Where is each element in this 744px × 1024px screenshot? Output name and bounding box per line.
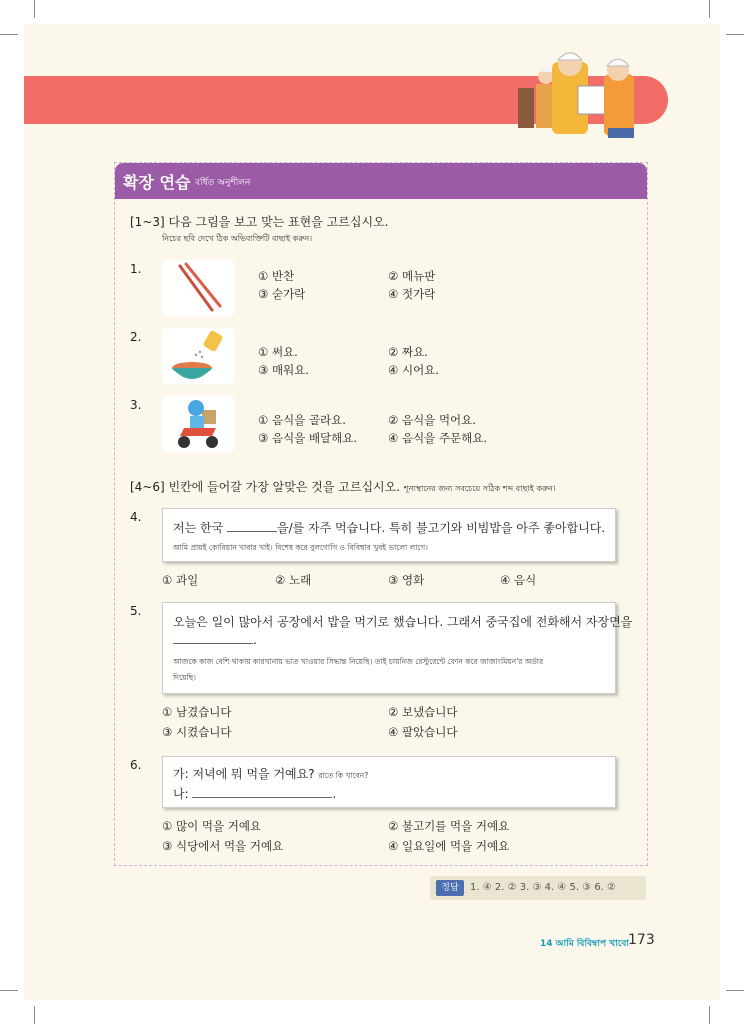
- sentence-translation: আজকে কাজ বেশি থাকায় কারখানায় ভাত খাওয়ার সিদ্ধান্ত নিয়েছি। তাই চায়নিজ রেস্টুরেন্টে ফোন করে জাজাংমিয়ন'র অর্ডার: [173, 657, 544, 666]
- question-number: 4.: [130, 510, 142, 524]
- question-number: 2.: [130, 330, 142, 344]
- option-2[interactable]: ② 음식을 먹어요.: [388, 413, 476, 427]
- question-sentence: [173, 519, 605, 536]
- option-1[interactable]: ① 과일: [162, 573, 199, 587]
- question-number: 5.: [130, 604, 142, 618]
- section-subtitle: বর্ধিত অনুশীলন: [195, 178, 251, 188]
- option-4[interactable]: ④ 음식: [500, 573, 537, 587]
- question-sentence-end: [173, 633, 257, 647]
- sentence-end: 을/를 자주 먹습니다. 특히 불고기와 비빔밥을 아주 좋아합니다.: [277, 521, 606, 535]
- option-4[interactable]: ④ 음식을 주문해요.: [388, 431, 488, 445]
- answer-key-label: 정답: [436, 880, 464, 896]
- option-1[interactable]: ① 음식을 골라요.: [258, 413, 346, 427]
- part2-instruction-translation: শূন্যস্থানের জন্য সবচেয়ে সঠিক শব্দ বাছাই করুন।: [403, 484, 556, 493]
- question-number: 6.: [130, 758, 142, 772]
- dialogue-question: 가: 저녁에 뭐 먹을 거예요?: [173, 767, 315, 781]
- option-1[interactable]: ① 남겼습니다: [162, 705, 232, 719]
- question-sentence: 오늘은 일이 많아서 공장에서 밥을 먹기로 했습니다. 그래서 중국집에 전화해서 자장면을: [173, 615, 633, 629]
- option-2[interactable]: ② 메뉴판: [388, 269, 436, 283]
- dialogue-line-1: [173, 765, 368, 783]
- sentence-box: [162, 602, 633, 694]
- option-2[interactable]: ② 보냈습니다: [388, 705, 458, 719]
- option-3[interactable]: ③ 음식을 배달해요.: [258, 431, 358, 445]
- option-3[interactable]: ③ 시켰습니다: [162, 725, 232, 739]
- sentence-period: .: [253, 633, 257, 647]
- dialogue-line-2: [173, 785, 336, 802]
- option-4[interactable]: ④ 젓가락: [388, 287, 436, 301]
- picture-box: [162, 260, 234, 316]
- sentence-box: [162, 508, 616, 562]
- answer-blank: [173, 633, 253, 644]
- answer-key: [430, 876, 646, 900]
- part1-instruction: [1~3] 다음 그림을 보고 맞는 표현을 고르십시오.: [130, 215, 389, 229]
- sentence-period: .: [332, 787, 337, 801]
- picture-box: [162, 328, 234, 384]
- part2-instruction: [130, 478, 556, 496]
- option-3[interactable]: ③ 영화: [388, 573, 425, 587]
- chopsticks-icon: [162, 260, 234, 316]
- dialogue-translation: রাতে কি খাবেন?: [318, 771, 369, 780]
- chapter-title: 14 আমি বিবিম্বাপ খাবো: [540, 939, 629, 949]
- sentence-box: [162, 756, 616, 808]
- option-1[interactable]: ① 많이 먹을 거예요: [162, 819, 262, 833]
- answer-blank: [192, 787, 332, 798]
- option-1[interactable]: ① 반찬: [258, 269, 295, 283]
- option-4[interactable]: ④ 시어요.: [388, 363, 439, 377]
- option-4[interactable]: ④ 팔았습니다: [388, 725, 458, 739]
- option-4[interactable]: ④ 일요일에 먹을 거예요: [388, 839, 510, 853]
- part2-instruction-text: [4~6] 빈칸에 들어갈 가장 알맞은 것을 고르십시오.: [130, 480, 401, 494]
- section-header: [115, 163, 647, 199]
- option-1[interactable]: ① 써요.: [258, 345, 298, 359]
- option-3[interactable]: ③ 식당에서 먹을 거예요: [162, 839, 284, 853]
- question-number: 1.: [130, 262, 142, 276]
- page-number: 173: [628, 932, 655, 948]
- delivery-scooter-icon: [162, 396, 234, 452]
- construction-workers-illustration: [512, 44, 642, 140]
- option-2[interactable]: ② 노래: [275, 573, 312, 587]
- salty-soup-icon: [162, 328, 234, 384]
- option-3[interactable]: ③ 매워요.: [258, 363, 309, 377]
- sentence-translation: দিয়েছি।: [173, 673, 196, 682]
- option-2[interactable]: ② 짜요.: [388, 345, 428, 359]
- answer-blank: [227, 521, 277, 532]
- answer-key-text: 1. ④ 2. ② 3. ③ 4. ④ 5. ③ 6. ②: [470, 882, 617, 893]
- picture-box: [162, 396, 234, 452]
- option-2[interactable]: ② 불고기를 먹을 거예요: [388, 819, 510, 833]
- sentence-translation: আমি প্রায়ই কোরিয়ান খাবার খাই। বিশেষ করে বুলগোগি ও বিবিম্বাব খুবই ভালো লাগে।: [173, 543, 428, 552]
- section-title: 확장 연습: [123, 173, 191, 192]
- question-number: 3.: [130, 398, 142, 412]
- dialogue-speaker: 나:: [173, 787, 193, 801]
- part1-instruction-translation: নিচের ছবি দেখে ঠিক অভিব্যক্তিটি বাছাই করুন।: [162, 234, 313, 243]
- option-3[interactable]: ③ 숟가락: [258, 287, 306, 301]
- sentence-start: 저는 한국: [173, 521, 227, 535]
